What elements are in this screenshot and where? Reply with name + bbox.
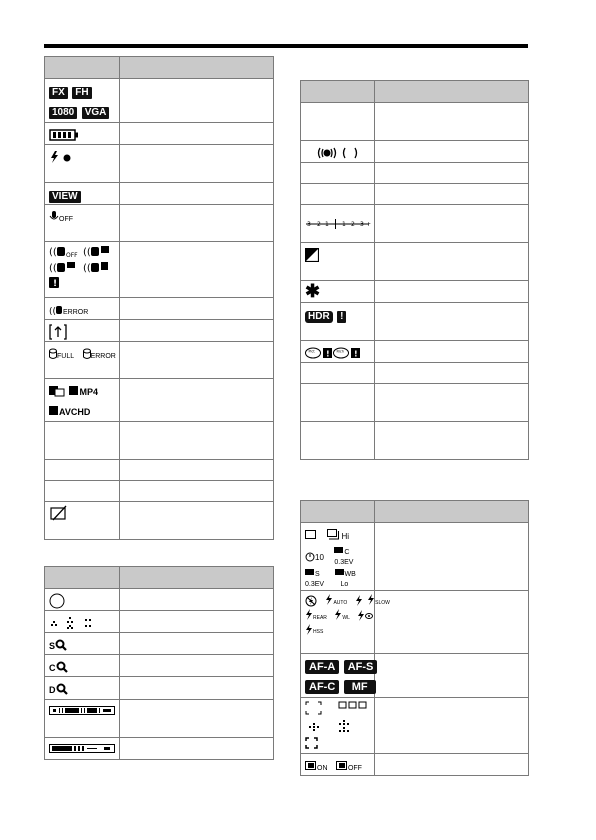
database-error-icon [83,345,116,363]
description-cell [120,320,274,342]
description-cell [120,379,274,421]
svg-text:!: ! [53,279,58,289]
picture-effect-icons [305,347,371,359]
svg-text:!: ! [326,349,330,359]
svg-text:1: 1 [325,220,329,228]
description-cell [375,422,529,460]
description-cell [120,677,274,699]
table-row [45,677,274,699]
description-cell [120,242,274,298]
header-indication-cell [375,501,529,523]
table-row [301,384,529,422]
description-cell [375,303,529,341]
face-detection-off-icon [336,757,362,775]
description-cell [120,79,274,123]
continuous-hi-icon [327,526,349,544]
zoom-d-icon [49,680,68,698]
af-c-icon: AF-C [305,680,339,694]
description-cell [375,163,529,184]
description-cell [120,501,274,539]
description-cell [375,523,529,591]
svg-text:!: ! [354,349,358,359]
description-cell [375,384,529,422]
af-area-icon [49,616,99,630]
svg-text:+: + [366,220,371,228]
avchd-label: AVCHD [59,407,91,418]
red-eye-icon [357,610,373,621]
1080-icon: 1080 [49,107,77,119]
avchd-playback-icon [49,402,90,420]
bracket-s-ev-label: 0.3EV [305,581,325,589]
svg-text:OFF: OFF [66,252,78,259]
table-row [301,281,529,303]
description-cell [375,654,529,698]
description-cell [375,591,529,654]
svg-text:((: (( [49,247,57,258]
full-label: FULL [57,353,75,361]
focus-status-icons [317,146,361,160]
mic-off-icon [49,208,73,226]
flash-rear-icon [305,609,327,622]
description-cell [375,184,529,205]
off-label: OFF [347,765,362,773]
table-row [301,591,529,654]
hdr-icon: HDR [305,311,333,323]
flash-slow-label: SLOW [375,599,390,606]
table-row [45,589,274,611]
description-cell [120,123,274,145]
header-display-cell [301,501,375,523]
steadyshot-icons [45,242,120,298]
table-header-row [45,57,274,79]
description-cell [120,699,274,737]
bracket-s-label: S [315,571,320,579]
fh-icon: FH [72,87,91,99]
flash-wl-label: WL [342,614,350,621]
mp4-playback-icon [69,382,98,400]
table-row [301,654,529,698]
description-cell [120,480,274,501]
table-row [45,205,274,242]
table-row [45,183,274,205]
description-cell [120,655,274,677]
hi-label: Hi [341,532,350,541]
pict-effect-label: Pict [308,349,315,354]
self-timer-icon [305,547,324,565]
header-display-cell [45,57,120,79]
zoom-d-label: D [49,685,56,696]
table-row [45,611,274,633]
steadyshot-hand-icons [49,245,119,289]
flash-auto-label: AUTO [333,599,348,606]
view-icon: VIEW [49,191,81,203]
table-row [301,754,529,776]
table-row [301,422,529,460]
flash-auto-icon [325,594,347,607]
svg-text:((: (( [83,263,91,274]
header-indication-cell [120,57,274,79]
table-row [301,184,529,205]
display-table-1 [44,56,274,540]
tilt-level-icon [49,324,67,340]
display-table-3 [300,80,529,460]
mp4-label: MP4 [79,387,98,398]
table-row [301,523,529,591]
zoom-c-label: C [49,663,56,674]
drive-mode-icons [301,523,375,591]
timer-label: 10 [315,553,324,563]
flash-mode-icons [301,591,390,654]
svg-text:((: (( [49,306,57,315]
wb-lo-label: Lo [340,581,349,589]
svg-text:((: (( [49,263,57,274]
vga-icon: VGA [82,107,110,119]
table-row [45,379,274,421]
header-display-cell [45,567,120,589]
warning-icon: ! [337,311,346,323]
error-label: ERROR [63,309,89,316]
table-row [301,243,529,281]
table-row [45,480,274,501]
svg-text:3: 3 [307,220,311,228]
flash-hss-icon [305,624,323,637]
table-row [45,421,274,459]
single-shot-icon [305,530,317,540]
table-row [301,303,529,341]
zoom-bar-icon [49,706,115,716]
table-row [301,205,529,243]
face-detection-on-icon [305,757,328,775]
fx-icon: FX [49,87,68,99]
display-table-4 [300,500,529,776]
rich-effect-label: Rich [336,349,345,354]
page-top-rule [44,44,528,48]
description-cell [120,205,274,242]
flash-charge-icon [49,150,75,164]
error-label: ERROR [90,353,116,361]
header-indication-cell [375,81,529,103]
flash-fill-icon [355,595,363,606]
table-row [301,163,529,184]
table-row [301,141,529,163]
table-row [45,123,274,145]
flash-wl-icon [334,609,350,622]
table-row [301,698,529,754]
svg-text:((: (( [83,247,91,258]
display-table-2 [44,566,274,760]
zoom-s-label: S [49,641,56,651]
table-row [45,242,274,298]
table-row [45,342,274,379]
header-indication-cell [120,567,274,589]
af-area-mode-icons [305,701,375,751]
description-cell [375,698,529,754]
mf-icon: MF [344,680,376,694]
table-row [45,298,274,320]
mic-off-label: OFF [59,216,73,223]
battery-icon [49,129,79,141]
movie-size-icons [45,79,120,123]
description-cell [375,243,529,281]
af-a-icon: AF-A [305,660,339,674]
description-cell [375,754,529,776]
database-full-icon [49,345,74,363]
flash-rear-label: REAR [313,614,327,621]
zoom-s-icon [49,636,67,654]
exposure-comp-icon [305,248,319,262]
header-display-cell [301,81,375,103]
zoom-c-icon [49,658,68,676]
table-header-row [45,567,274,589]
flash-off-icon [305,595,317,607]
bracket-c-ev-label: 0.3EV [334,559,354,567]
description-cell [375,341,529,363]
wb-label: WB [344,571,356,579]
table-row [45,79,274,123]
table-row [45,699,274,737]
description-cell [375,363,529,384]
description-cell [375,141,529,163]
description-cell [120,589,274,611]
table-header-row [301,81,529,103]
wb-bracket-icon [335,568,356,588]
description-cell [120,145,274,183]
spot-metering-circle-icon [49,593,65,609]
ae-lock-icon: ✱ [305,281,321,301]
flash-hss-label: HSS [313,629,324,636]
svg-text:1: 1 [342,220,346,228]
description-cell [120,737,274,759]
svg-text:2: 2 [351,220,355,228]
zoom-indicator-icon [49,744,115,754]
bracket-c-label: C [344,549,350,557]
description-cell [120,298,274,320]
table-row [301,341,529,363]
description-cell [375,103,529,141]
flash-slow-icon [367,594,390,607]
table-header-row [301,501,529,523]
table-row [45,501,274,539]
description-cell [120,459,274,480]
table-row [45,737,274,759]
description-cell [120,421,274,459]
overheat-icon [49,505,69,521]
svg-text:3: 3 [360,220,364,228]
table-row [45,459,274,480]
table-row [301,103,529,141]
table-row [45,320,274,342]
steadyshot-error-icon [49,301,88,319]
on-label: ON [317,765,328,773]
description-cell [120,342,274,379]
table-row [45,633,274,655]
table-row [45,655,274,677]
description-cell [120,183,274,205]
description-cell [375,281,529,303]
bracket-continuous-icon [334,546,353,566]
focus-mode-icons [301,654,375,698]
playback-format-icons [45,379,120,421]
table-row [45,145,274,183]
description-cell [120,611,274,633]
af-s-icon: AF-S [344,660,378,674]
bracket-single-icon [305,568,324,588]
description-cell [375,205,529,243]
still-playback-icon [49,385,65,397]
exposure-scale-icon [305,219,371,229]
svg-text:2: 2 [317,220,321,228]
table-row [301,363,529,384]
description-cell [120,633,274,655]
